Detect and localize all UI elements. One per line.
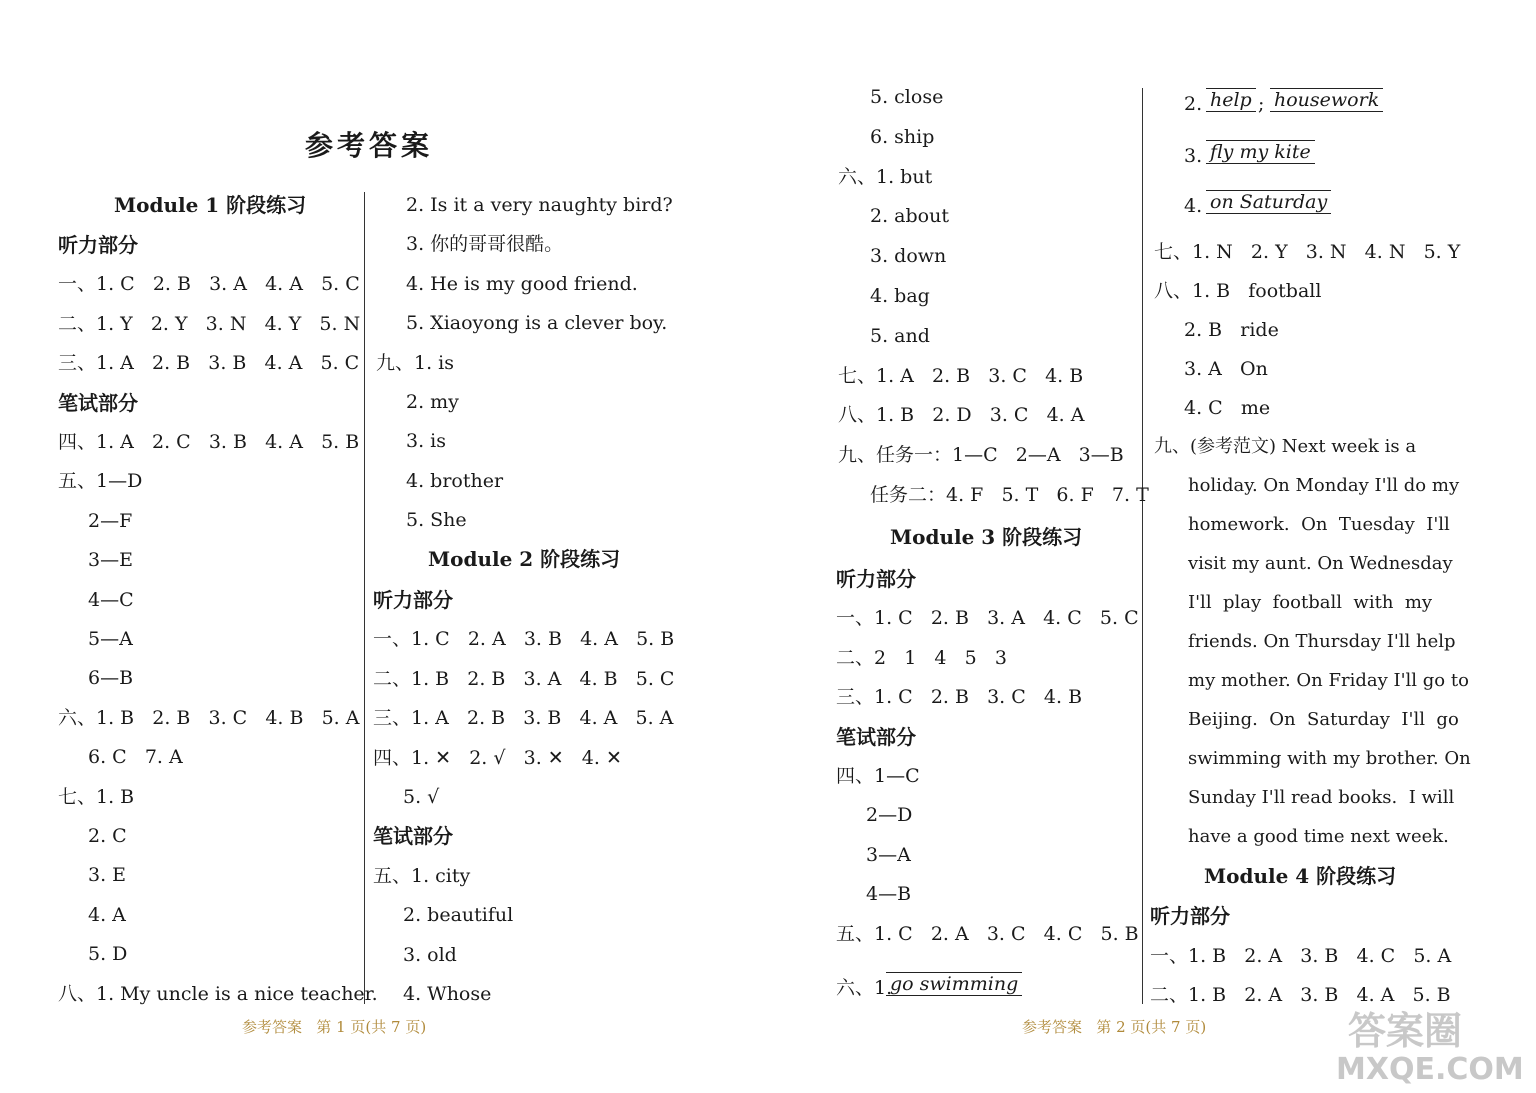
answer-line: swimming with my brother. On xyxy=(1188,748,1471,769)
answer-line: Sunday I'll read books. I will xyxy=(1188,787,1455,808)
answer-line: 2. beautiful xyxy=(403,904,514,927)
answer-line: 八、1. My uncle is a nice teacher. xyxy=(58,982,378,1005)
answer-line: my mother. On Friday I'll go to xyxy=(1188,670,1469,691)
answer-line: visit my aunt. On Wednesday xyxy=(1188,553,1453,574)
handwritten-answer: fly my kite xyxy=(1206,140,1315,164)
answer-line: 五、1. city xyxy=(373,864,471,887)
answer-line: 3. down xyxy=(870,245,947,268)
section-heading: 听力部分 xyxy=(373,588,453,612)
answer-line: 3. A On xyxy=(1184,358,1268,380)
watermark-logo: 答案圈 xyxy=(1348,1009,1463,1053)
answer-line: 6. ship xyxy=(870,125,935,148)
watermark-url: MXQE.COM xyxy=(1336,1052,1524,1087)
answer-line: 四、1. A 2. C 3. B 4. A 5. B xyxy=(58,431,360,453)
answer-line: 3. 你的哥哥很酷。 xyxy=(406,233,564,256)
answer-line: 八、1. B 2. D 3. C 4. A xyxy=(838,404,1085,427)
column-divider xyxy=(1142,88,1143,1004)
page-footer: 参考答案 第 2 页(共 7 页) xyxy=(1022,1018,1207,1036)
answer-line: 二、1. B 2. B 3. A 4. B 5. C xyxy=(373,667,675,690)
page-title: 参考答案 xyxy=(305,129,434,162)
answer-line: 一、1. C 2. B 3. A 4. C 5. C xyxy=(836,607,1139,630)
answer-line: 4. Whose xyxy=(403,983,492,1005)
answer-line: holiday. On Monday I'll do my xyxy=(1188,475,1460,496)
column-divider xyxy=(364,192,365,1004)
section-heading: Module 1 阶段练习 xyxy=(114,193,307,217)
answer-line: 2. my xyxy=(406,391,459,413)
answer-line: 3—E xyxy=(88,549,133,572)
answer-line: 2. C xyxy=(88,825,127,847)
answer-line: 四、1. ✕ 2. √ 3. ✕ 4. ✕ xyxy=(373,746,622,769)
answer-line: 5. Xiaoyong is a clever boy. xyxy=(406,312,668,335)
answer-line: 6—B xyxy=(88,667,134,690)
answer-line: 六、1. but xyxy=(838,165,933,188)
answer-line: 6. C 7. A xyxy=(88,746,183,769)
page-footer: 参考答案 第 1 页(共 7 页) xyxy=(242,1018,427,1036)
answer-line: homework. On Tuesday I'll xyxy=(1188,514,1450,535)
answer-line: have a good time next week. xyxy=(1188,826,1449,847)
answer-line: 九、(参考范文) Next week is a xyxy=(1154,436,1417,457)
answer-line: 3. E xyxy=(88,864,127,887)
handwritten-answer: on Saturday xyxy=(1206,190,1331,214)
answer-line: 2. Is it a very naughty bird? xyxy=(406,194,673,216)
answer-line: 4. He is my good friend. xyxy=(406,272,638,295)
answer-line: friends. On Thursday I'll help xyxy=(1188,631,1456,652)
handwritten-answer: help xyxy=(1206,88,1256,112)
answer-line: 三、1. A 2. B 3. B 4. A 5. C xyxy=(58,352,360,375)
answer-line: 二、1. Y 2. Y 3. N 4. Y 5. N xyxy=(58,312,361,335)
section-heading: 听力部分 xyxy=(1150,904,1230,928)
section-heading: Module 3 阶段练习 xyxy=(890,525,1083,549)
answer-line: 5—A xyxy=(88,628,133,650)
answer-line: 5. D xyxy=(88,943,128,966)
answer-line: 3. old xyxy=(403,943,457,966)
answer-line: 4. brother xyxy=(406,469,504,492)
section-heading: 听力部分 xyxy=(58,233,138,257)
answer-prefix: 六、1. xyxy=(836,977,893,999)
answer-line: 一、1. B 2. A 3. B 4. C 5. A xyxy=(1150,944,1452,967)
answer-line: 一、1. C 2. A 3. B 4. A 5. B xyxy=(373,628,675,651)
answer-line: 三、1. C 2. B 3. C 4. B xyxy=(836,686,1083,709)
answer-line: 2. about xyxy=(870,205,949,228)
answer-number: 3. xyxy=(1184,145,1203,167)
answer-line: 二、1. B 2. A 3. B 4. A 5. B xyxy=(1150,984,1451,1006)
answer-line: 2—D xyxy=(866,804,913,827)
handwritten-answer: housework xyxy=(1270,88,1383,112)
answer-line: 5. √ xyxy=(403,786,440,808)
answer-number: 4. xyxy=(1184,195,1203,217)
answer-line: 二、2 1 4 5 3 xyxy=(836,646,1007,669)
answer-line: 4. C me xyxy=(1184,397,1271,419)
answer-line: 五、1—D xyxy=(58,470,143,493)
answer-line: 七、1. N 2. Y 3. N 4. N 5. Y xyxy=(1154,241,1461,263)
section-heading: 笔试部分 xyxy=(836,724,916,749)
handwritten-answer: go swimming xyxy=(886,972,1022,996)
answer-line: I'll play football with my xyxy=(1188,592,1433,613)
answer-line: 七、1. A 2. B 3. C 4. B xyxy=(838,364,1084,387)
answer-line: 九、1. is xyxy=(376,351,454,374)
section-heading: Module 2 阶段练习 xyxy=(428,547,621,571)
answer-line: 任务二：4. F 5. T 6. F 7. T xyxy=(870,484,1149,506)
answer-line: 五、1. C 2. A 3. C 4. C 5. B xyxy=(836,922,1139,945)
answer-line: 5. and xyxy=(870,324,930,347)
answer-line: 5. close xyxy=(870,86,944,108)
answer-line: 九、任务一：1—C 2—A 3—B xyxy=(838,444,1124,467)
answer-line: 八、1. B football xyxy=(1154,280,1322,302)
answer-separator: ; xyxy=(1258,93,1265,115)
answer-line: 4. bag xyxy=(870,285,930,307)
answer-line: 一、1. C 2. B 3. A 4. A 5. C xyxy=(58,273,360,296)
answer-line: 七、1. B xyxy=(58,785,135,808)
answer-line: 4—C xyxy=(88,588,134,611)
answer-line: 5. She xyxy=(406,509,467,532)
answer-line: 三、1. A 2. B 3. B 4. A 5. A xyxy=(373,707,674,730)
section-heading: 笔试部分 xyxy=(58,390,138,415)
answer-line: 2—F xyxy=(88,509,133,532)
section-heading: 听力部分 xyxy=(836,567,916,591)
answer-line: 4. A xyxy=(88,903,126,926)
answer-line: 六、1. B 2. B 3. C 4. B 5. A xyxy=(58,706,360,729)
answer-line: 2. B ride xyxy=(1184,319,1279,341)
section-heading: 笔试部分 xyxy=(373,824,453,849)
answer-line: Beijing. On Saturday I'll go xyxy=(1188,709,1459,730)
answer-number: 2. xyxy=(1184,93,1203,115)
section-heading: Module 4 阶段练习 xyxy=(1204,864,1397,888)
answer-line: 3. is xyxy=(406,430,446,453)
answer-line: 3—A xyxy=(866,843,911,866)
answer-line: 4—B xyxy=(866,883,912,906)
answer-line: 四、1—C xyxy=(836,765,920,787)
